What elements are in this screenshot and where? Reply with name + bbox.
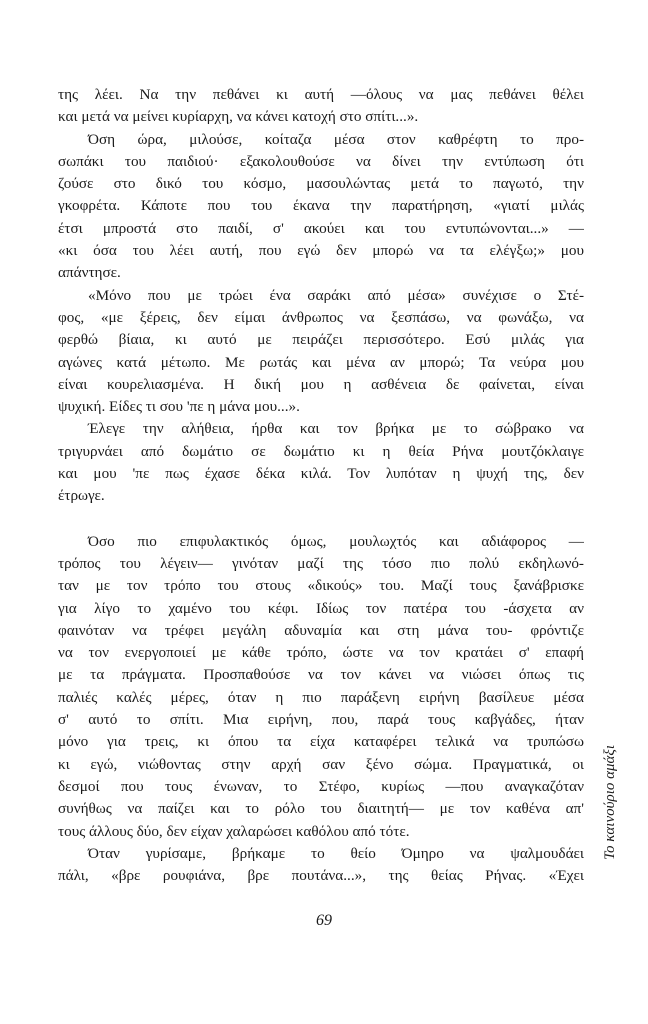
text-line: φαινόταν να τρέφει μεγάλη αδυναμία και στη μάνα του- φρόντιζε: [58, 621, 584, 639]
text-body: [58, 84, 584, 887]
text-line: Έλεγε την αλήθεια, ήρθα και τον βρήκα με το σώβρακο να: [88, 420, 584, 438]
text-line: και μου 'πε πως έχασε δέκα κιλά. Τον λυπόταν η ψυχή της, δεν: [58, 465, 584, 483]
paragraph: [58, 84, 584, 129]
text-line: είναι κουρελιασμένα. Η δική μου η ασθένεια δε φαίνεται, είναι: [58, 375, 584, 393]
text-line: αγώνες κατά μέτωπο. Με ρωτάς και μένα αν μπορώ; Τα νεύρα μου: [58, 353, 584, 371]
text-line: της λέει. Να την πεθάνει κι αυτή —όλους να μας πεθάνει θέλει: [58, 86, 584, 103]
text-line: παλιές καλές μέρες, όταν η πιο παράξενη ειρήνη βασίλευε μέσα: [58, 688, 584, 706]
text-line: με τα πράγματα. Προσπαθούσε να τον κάνει να νιώσει όπως τις: [58, 666, 584, 684]
text-line: ψυχική. Είδες τι σου 'πε η μάνα μου...».: [58, 398, 300, 416]
text-line: τους άλλους δύο, δεν είχαν χαλαρώσει καθόλου από τότε.: [58, 822, 410, 840]
text-line: ταν με τον τρόπο του στους «δικούς» του. Μαζί τους ξανάβρισκε: [58, 577, 584, 595]
paragraph: [58, 418, 584, 507]
text-line: φερθώ βίαια, κι αυτό με πειράζει περισσότερο. Εσύ μιλάς για: [58, 331, 584, 349]
text-line: τρόπος του λέγειν— γινόταν μαζί της τόσο πιο πολύ εκδηλωνό-: [58, 554, 584, 572]
text-line: κι εγώ, νιώθοντας στην αρχή σαν ξένο σώμα. Πραγματικά, οι: [58, 755, 584, 773]
text-line: γκοφρέτα. Κάποτε που του έκανα την παρατήρηση, «γιατί μιλάς: [58, 197, 584, 215]
text-line: φος, «με ξέρεις, δεν είμαι άνθρωπος να ξεσπάσω, να φωνάξω, να: [58, 308, 584, 326]
paragraph: [58, 129, 584, 285]
text-line: «κι όσα του λέει αυτή, που εγώ δεν μπορώ να τα ελέγξω;» μου: [58, 242, 584, 260]
text-line: ζούσε στο δικό του κόσμο, μασουλώντας μετά το παγωτό, την: [58, 175, 584, 193]
text-line: σωπάκι του παιδιού· εξακολουθούσε να δίνει την εντύπωση ότι: [58, 152, 584, 170]
text-line: και μετά να μείνει κυρίαρχη, να κάνει κατοχή στο σπίτι...».: [58, 108, 419, 126]
text-line: δεσμοί που τους ένωναν, το Στέφο, κυρίως —που αναγκαζόταν: [58, 777, 584, 795]
text-line: Όταν γυρίσαμε, βρήκαμε το θείο Όμηρο να ψαλμουδάει: [88, 844, 584, 862]
text-line: μόνο για τρεις, κι όπου τα είχα καταφέρει τελικά να τρυπώσω: [58, 733, 584, 751]
section-gap: [58, 508, 584, 531]
side-running-title: Το καινούριο αμάξι: [602, 745, 618, 860]
text-line: Όσο πιο επιφυλακτικός όμως, μουλωχτός και αδιάφορος —: [88, 532, 584, 550]
text-line: τριγυρνάει από δωμάτιο σε δωμάτιο κι η θεία Ρήνα μουτζόκλαιγε: [58, 442, 584, 460]
text-line: «Μόνο που με τρώει ένα σαράκι από μέσα» συνέχισε ο Στέ-: [88, 286, 584, 304]
text-line: έτσι μπροστά στο παιδί, σ' ακούει και του εντυπώνονται...» —: [58, 219, 584, 237]
text-line: να τον ενεργοποιεί με κάθε τρόπο, ώστε να τον κρατάει σ' επαφή: [58, 644, 584, 662]
text-line: συνήθως να παίζει και το ρόλο του διαιτητή— με τον καθένα απ': [58, 800, 584, 818]
paragraph: [58, 531, 584, 843]
text-line: απάντησε.: [58, 264, 121, 282]
text-line: σ' αυτό το σπίτι. Μια ειρήνη, που, παρά τους καβγάδες, ήταν: [58, 711, 584, 729]
paragraph: [58, 285, 584, 419]
page-number: 69: [316, 912, 332, 929]
paragraph: [58, 843, 584, 888]
text-line: για λίγο το χαμένο του κέφι. Ιδίως τον πατέρα του -άσχετα αν: [58, 599, 584, 617]
text-line: έτρωγε.: [58, 487, 105, 505]
text-line: πάλι, «βρε ρουφιάνα, βρε πουτάνα...», της θείας Ρήνας. «Έχει: [58, 867, 584, 885]
text-line: Όση ώρα, μιλούσε, κοίταζα μέσα στον καθρέφτη το προ-: [88, 130, 584, 148]
